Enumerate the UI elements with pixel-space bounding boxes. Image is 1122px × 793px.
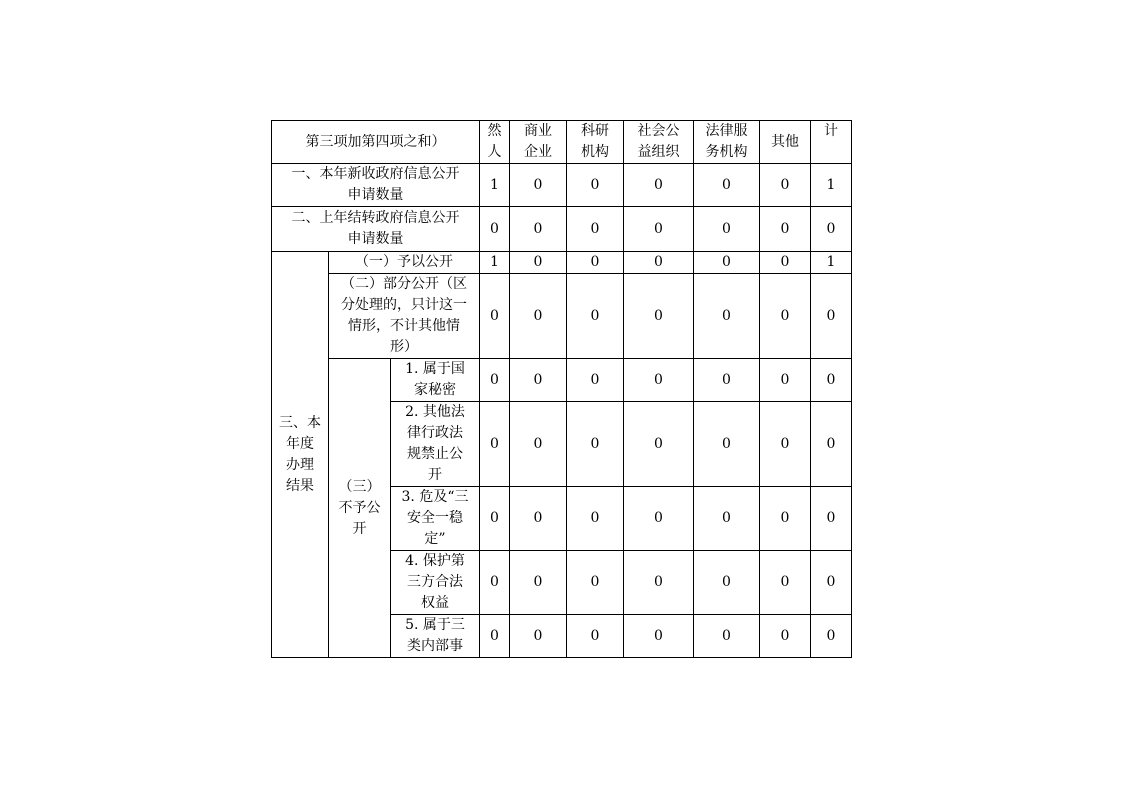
cell-value: 0	[694, 359, 760, 402]
cell-value: 0	[567, 164, 624, 207]
header-col-public-welfare: 社会公 益组织	[624, 121, 694, 164]
table-row	[272, 207, 852, 252]
cell-value: 0	[760, 615, 811, 658]
cell-value: 0	[510, 274, 567, 359]
cell-value: 0	[480, 551, 510, 615]
cell-value: 0	[760, 551, 811, 615]
row-label-new-requests: 一、本年新收政府信息公开 申请数量	[272, 164, 480, 207]
cell-value: 0	[624, 164, 694, 207]
row-label-sub-2: 2. 其他法 律行政法 规禁止公 开	[391, 402, 480, 487]
cell-value: 0	[480, 615, 510, 658]
cell-value: 0	[811, 551, 852, 615]
cell-value: 0	[567, 551, 624, 615]
disclosure-statistics-table	[271, 120, 852, 658]
cell-value: 0	[480, 359, 510, 402]
cell-value: 0	[510, 164, 567, 207]
cell-value: 0	[480, 487, 510, 551]
cell-value: 0	[567, 402, 624, 487]
cell-value: 0	[811, 402, 852, 487]
cell-value: 0	[811, 615, 852, 658]
cell-value: 1	[480, 164, 510, 207]
cell-value: 0	[624, 274, 694, 359]
cell-value: 0	[811, 487, 852, 551]
cell-value: 0	[811, 359, 852, 402]
cell-value: 0	[760, 252, 811, 274]
row-label-partial-disclose: （二）部分公开（区 分处理的，只计这一 情形，不计其他情 形）	[329, 274, 480, 359]
table-row	[272, 274, 852, 359]
table-row	[272, 252, 852, 274]
cell-value: 0	[567, 487, 624, 551]
cell-value: 0	[694, 207, 760, 252]
cell-value: 0	[510, 615, 567, 658]
cell-value: 0	[694, 487, 760, 551]
cell-value: 0	[624, 402, 694, 487]
cell-value: 0	[567, 359, 624, 402]
cell-value: 0	[567, 207, 624, 252]
cell-value: 0	[624, 615, 694, 658]
cell-value: 0	[567, 252, 624, 274]
cell-value: 0	[694, 252, 760, 274]
cell-value: 0	[624, 551, 694, 615]
cell-value: 0	[567, 274, 624, 359]
cell-value: 0	[480, 207, 510, 252]
cell-value: 0	[480, 402, 510, 487]
header-row	[272, 121, 852, 164]
header-col-legal-service: 法律服 务机构	[694, 121, 760, 164]
cell-value: 0	[694, 402, 760, 487]
cell-value: 0	[760, 487, 811, 551]
cell-value: 0	[694, 274, 760, 359]
row-label-annual-results: 三、本 年度 办理 结果	[272, 252, 329, 658]
cell-value: 0	[624, 487, 694, 551]
row-label-carryover: 二、上年结转政府信息公开 申请数量	[272, 207, 480, 252]
row-label-sub-3: 3. 危及“三 安全一稳 定”	[391, 487, 480, 551]
cell-value: 0	[760, 274, 811, 359]
row-label-disclose: （一）予以公开	[329, 252, 480, 274]
cell-value: 0	[624, 252, 694, 274]
cell-value: 0	[510, 551, 567, 615]
row-label-sub-4: 4. 保护第 三方合法 权益	[391, 551, 480, 615]
cell-value: 0	[811, 207, 852, 252]
row-label-sub-5: 5. 属于三 类内部事	[391, 615, 480, 658]
header-col-research: 科研 机构	[567, 121, 624, 164]
header-col-commercial: 商业 企业	[510, 121, 567, 164]
cell-value: 0	[760, 402, 811, 487]
header-row-label: 第三项加第四项之和）	[272, 121, 480, 164]
row-label-not-disclose: （三） 不予公 开	[329, 359, 391, 658]
row-label-sub-1: 1. 属于国 家秘密	[391, 359, 480, 402]
cell-value: 0	[760, 164, 811, 207]
cell-value: 0	[624, 207, 694, 252]
cell-value: 0	[567, 615, 624, 658]
cell-value: 1	[811, 252, 852, 274]
cell-value: 0	[694, 615, 760, 658]
cell-value: 1	[811, 164, 852, 207]
cell-value: 0	[480, 274, 510, 359]
cell-value: 0	[694, 551, 760, 615]
header-col-total: 计	[811, 121, 852, 164]
table-row	[272, 359, 852, 402]
cell-value: 0	[510, 487, 567, 551]
header-col-other: 其他	[760, 121, 811, 164]
cell-value: 0	[760, 207, 811, 252]
cell-value: 0	[510, 252, 567, 274]
header-col-natural-person: 然 人	[480, 121, 510, 164]
cell-value: 0	[510, 207, 567, 252]
cell-value: 0	[510, 402, 567, 487]
cell-value: 0	[760, 359, 811, 402]
cell-value: 0	[510, 359, 567, 402]
cell-value: 0	[811, 274, 852, 359]
cell-value: 1	[480, 252, 510, 274]
table-row	[272, 164, 852, 207]
cell-value: 0	[624, 359, 694, 402]
cell-value: 0	[694, 164, 760, 207]
